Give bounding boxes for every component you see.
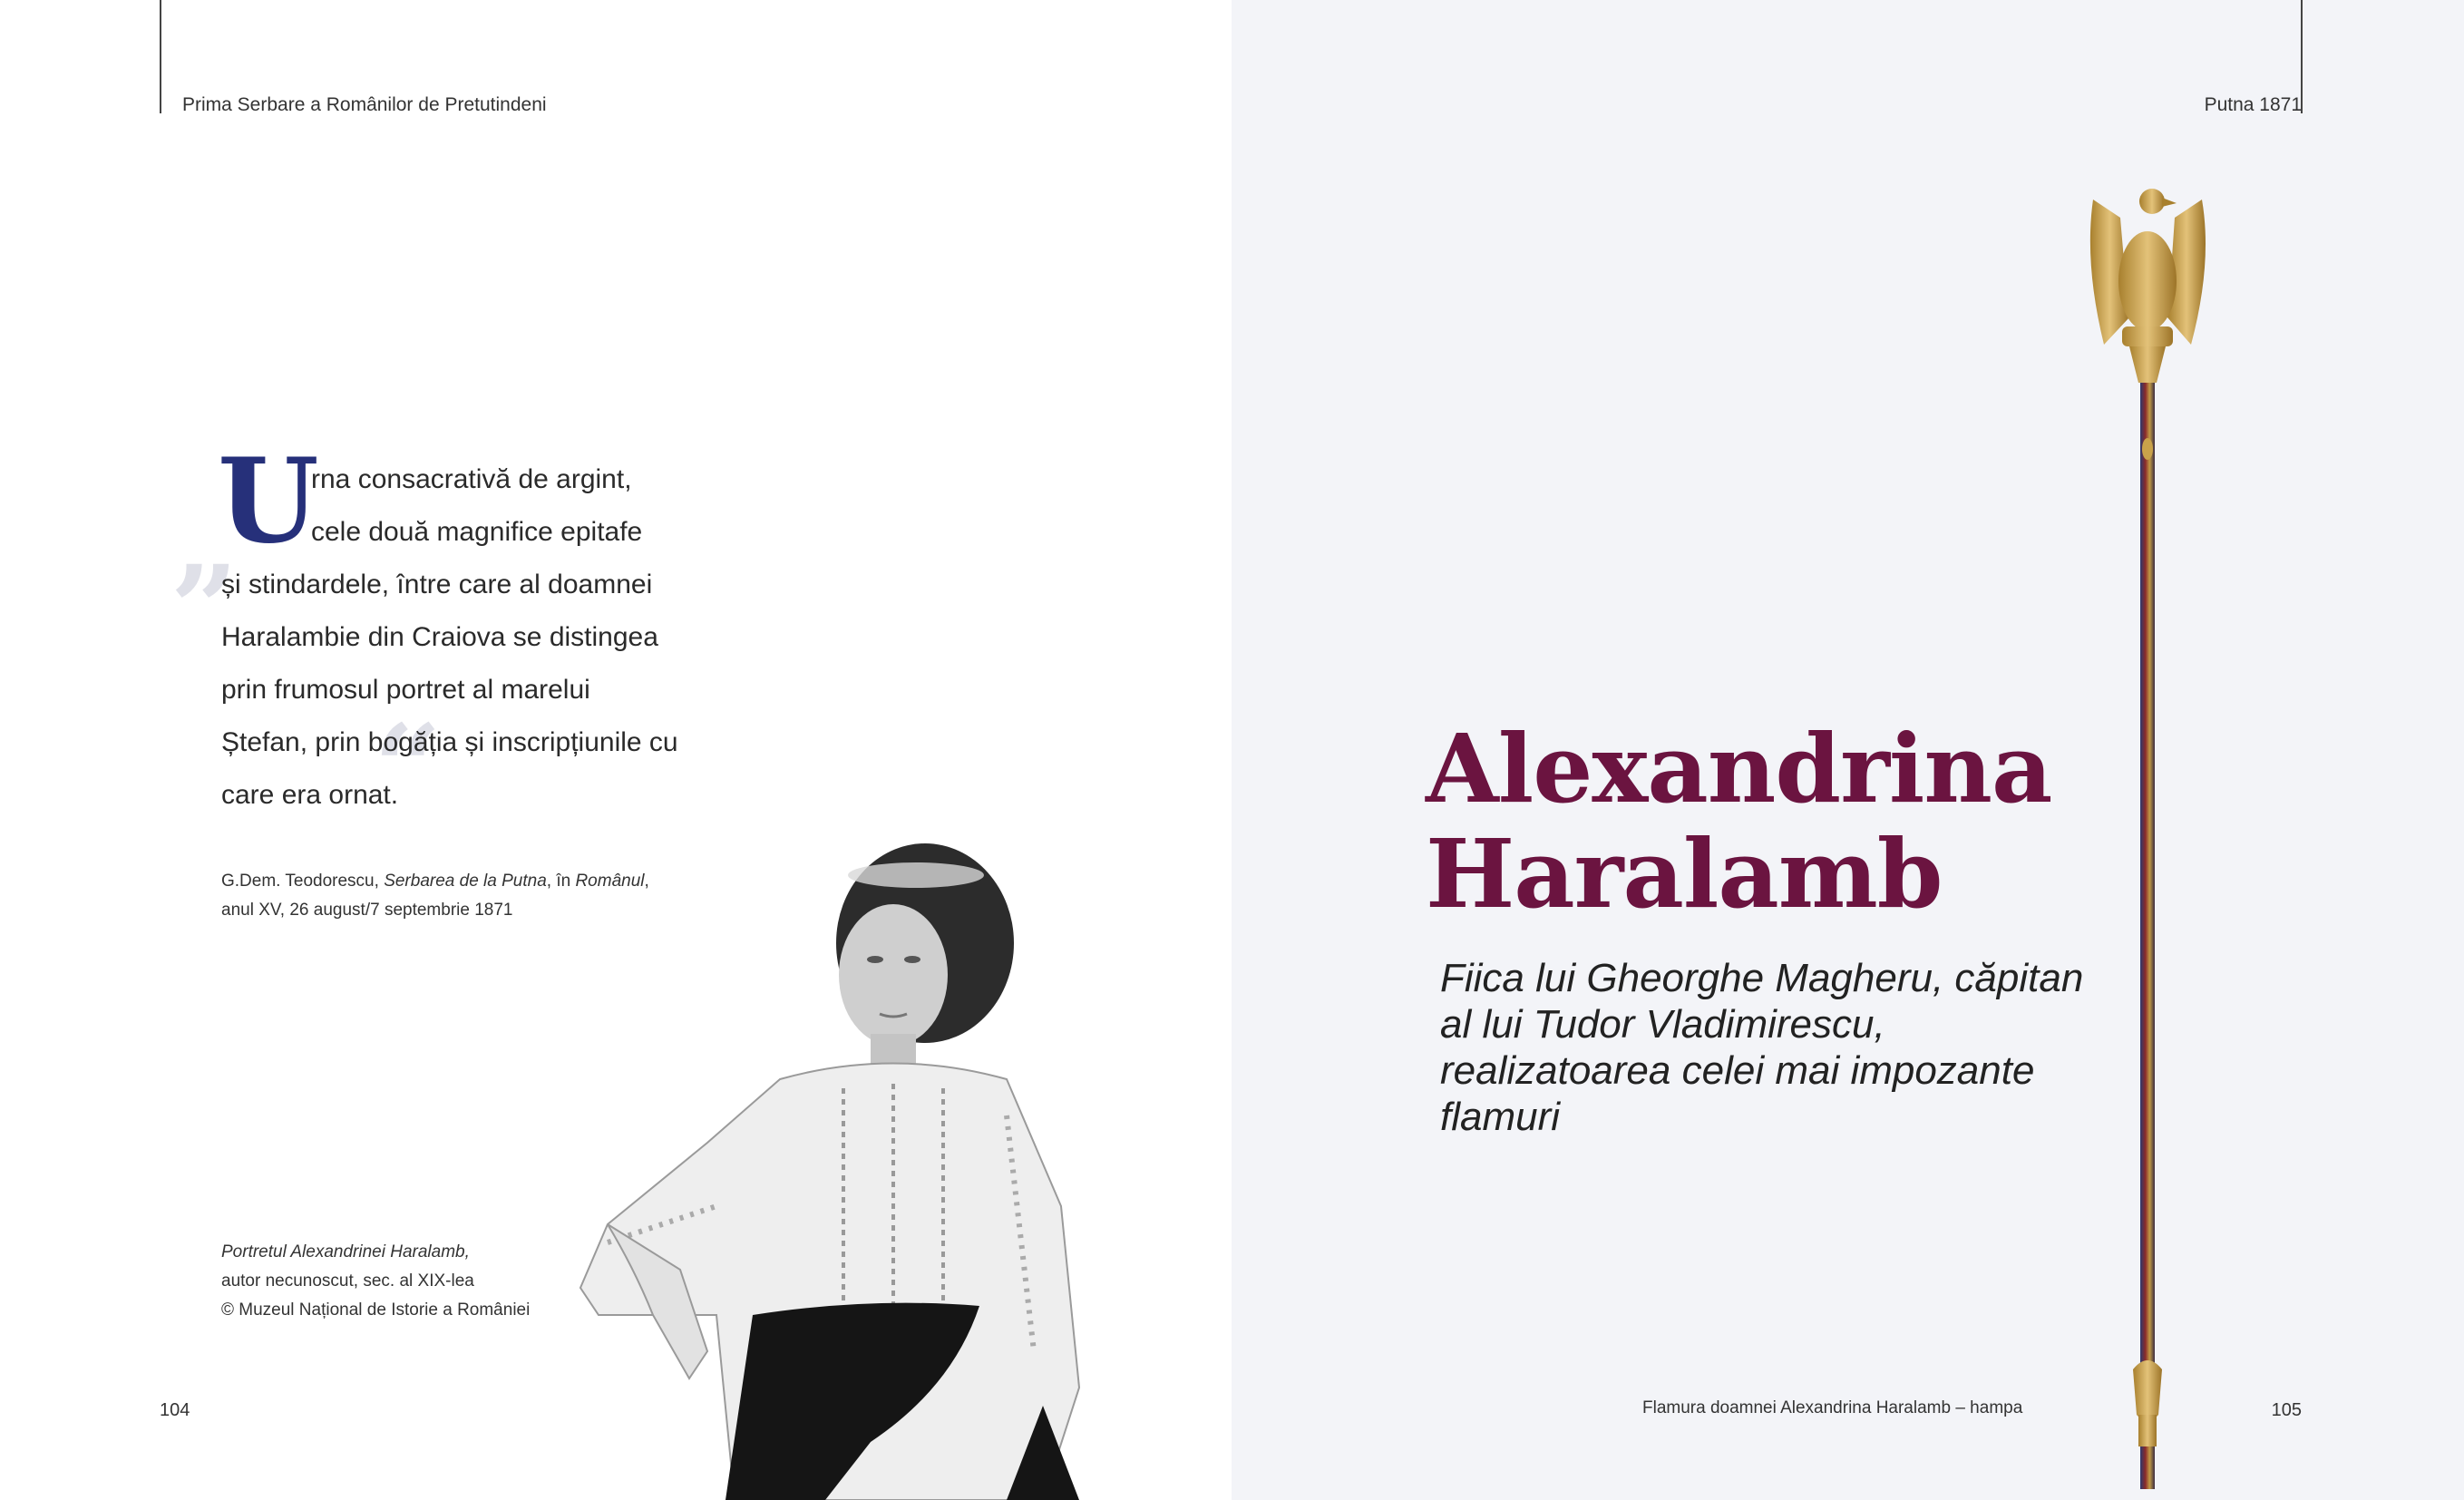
quote-line: Haralambie din Craiova se distingea [221, 622, 658, 652]
portrait-caption-line3: © Muzeul Național de Istorie a României [221, 1300, 531, 1320]
title-line2: Haralamb [1426, 818, 1943, 930]
page-title [1426, 713, 2052, 930]
pull-quote [221, 453, 729, 822]
portrait-caption [221, 1238, 530, 1325]
flag-pole-image [2066, 181, 2229, 1500]
page-number-left: 104 [160, 1400, 190, 1420]
attribution-journal: Românul [575, 872, 645, 891]
left-margin-rule [160, 0, 161, 113]
running-head-right: Putna 1871 [2204, 94, 2302, 115]
quote-line: cele două magnifice epitafe [311, 517, 643, 547]
attribution-mid: , în [546, 872, 576, 891]
image-caption: Flamura doamnei Alexandrina Haralamb – hampa [1642, 1398, 2023, 1417]
portrait-caption-line2: autor necunoscut, sec. al XIX-lea [221, 1271, 474, 1291]
open-quote-mark: „ [172, 472, 240, 610]
attribution-work: Serbarea de la Putna [384, 872, 547, 891]
quote-line: Ștefan, prin bogăția și inscripțiunile cu [221, 727, 678, 757]
subtitle: Fiica lui Gheorghe Magheru, căpitan al lui Tudor Vladimirescu, realizatoarea celei mai impozante flamuri [1440, 956, 2084, 1139]
title-line1: Alexandrina [1426, 713, 2052, 824]
attribution-author: G.Dem. Teodorescu, [221, 872, 385, 891]
attribution-end: , [644, 872, 649, 891]
quote-line: rna consacrativă de argint, [311, 464, 632, 494]
quote-line: și stindardele, între care al doamnei [221, 570, 653, 599]
right-page [1232, 0, 2464, 1500]
portrait-image [571, 843, 1152, 1500]
running-head-left: Prima Serbare a Românilor de Pretutindeni [182, 94, 547, 115]
attribution-line2: anul XV, 26 august/7 septembrie 1871 [221, 901, 513, 920]
portrait-caption-title: Portretul Alexandrinei Haralamb, [221, 1242, 470, 1261]
page-number-right: 105 [2271, 1400, 2302, 1420]
quote-line: prin frumosul portret al marelui [221, 675, 590, 705]
quote-line: care era ornat. [221, 780, 399, 810]
close-quote-mark: “ [374, 698, 442, 837]
drop-cap: U [218, 433, 319, 570]
